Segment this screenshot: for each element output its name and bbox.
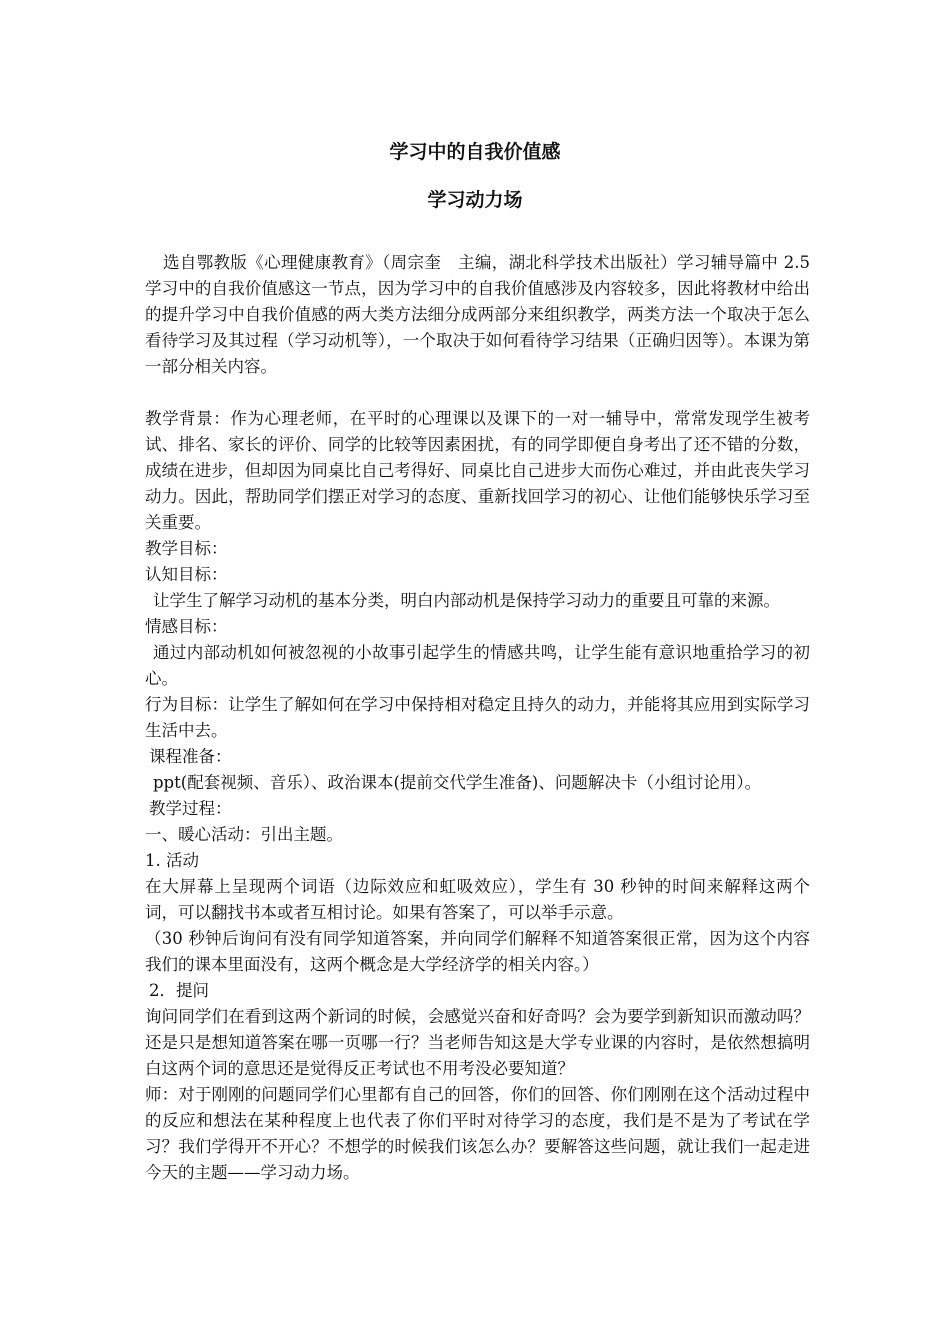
goals-heading: 教学目标： bbox=[145, 539, 228, 558]
background-paragraph: 教学背景：作为心理老师，在平时的心理课以及课下的一对一辅导中，常常发现学生被考试、排名、家长的评价、同学的比较等因素困扰，有的同学即便自身考出了还不错的分数，成绩在进步，但却因为同桌比自己考得好、同桌比自己进步大而伤心难过，并由此丧失学习动力。因此，帮助同学们摆正对学习的态度、重新找回学习的初心、让他们能够快乐学习至关重要。 bbox=[145, 409, 810, 532]
document-subtitle: 学习动力场 bbox=[427, 189, 523, 211]
question-paragraph: 询问同学们在看到这两个新词的时候，会感觉兴奋和好奇吗？会为要学到新知识而激动吗？还是只是想知道答案在哪一页哪一行？当老师告知这是大学专业课的内容时，是依然想搞明白这两个词的意思还是觉得反正考试也不用考没必要知道？ bbox=[145, 1007, 810, 1078]
emotional-heading: 情感目标： bbox=[145, 617, 228, 636]
process-heading: 教学过程： bbox=[149, 799, 232, 818]
behavior-paragraph: 行为目标：让学生了解如何在学习中保持相对稳定且持久的动力，并能将其应用到实际学习生活中去。 bbox=[145, 695, 810, 740]
cognitive-paragraph: 让学生了解学习动机的基本分类，明白内部动机是保持学习动力的重要且可靠的来源。 bbox=[153, 591, 780, 610]
section-heading: 一、暖心活动：引出主题。 bbox=[145, 825, 343, 844]
prep-paragraph: ppt(配套视频、音乐）、政治课本(提前交代学生准备)、问题解决卡（小组讨论用）。 bbox=[153, 773, 762, 792]
activity-paragraph: 在大屏幕上呈现两个词语（边际效应和虹吸效应），学生有 30 秒钟的时间来解释这两个词，可以翻找书本或者互相讨论。如果有答案了，可以举手示意。 bbox=[145, 877, 810, 922]
teacher-paragraph: 师：对于刚刚的问题同学们心里都有自己的回答，你们的回答、你们刚刚在这个活动过程中的反应和想法在某种程度上也代表了你们平时对待学习的态度，我们是不是为了考试在学习？我们学得开不开心？不想学的时候我们该怎么办？要解答这些问题，就让我们一起走进今天的主题——学习动力场。 bbox=[145, 1085, 810, 1182]
blank-line bbox=[145, 380, 810, 406]
document-body bbox=[145, 250, 810, 1186]
activity-heading: 1. 活动 bbox=[145, 851, 199, 870]
activity-note: （30 秒钟后询问有没有同学知道答案，并向同学们解释不知道答案很正常，因为这个内容我们的课本里面没有，这两个概念是大学经济学的相关内容。） bbox=[145, 929, 810, 974]
document-title: 学习中的自我价值感 bbox=[389, 141, 561, 163]
prep-heading: 课程准备： bbox=[149, 747, 232, 766]
cognitive-heading: 认知目标： bbox=[145, 565, 228, 584]
emotional-paragraph: 通过内部动机如何被忽视的小故事引起学生的情感共鸣，让学生能有意识地重拾学习的初心。 bbox=[145, 643, 810, 688]
question-heading: 2．提问 bbox=[149, 981, 209, 1000]
intro-paragraph: 选自鄂教版《心理健康教育》（周宗奎 主编，湖北科学技术出版社）学习辅导篇中 2.5 学习中的自我价值感这一节点，因为学习中的自我价值感涉及内容较多，因此将教材中给出的提升学习中自我价值感的两大类方法细分成两部分来组织教学，两类方法一个取决于怎么看待学习及其过程（学习动机等），一个取决于如何看待学习结果（正确归因等）。本课为第一部分相关内容。 bbox=[145, 253, 810, 376]
